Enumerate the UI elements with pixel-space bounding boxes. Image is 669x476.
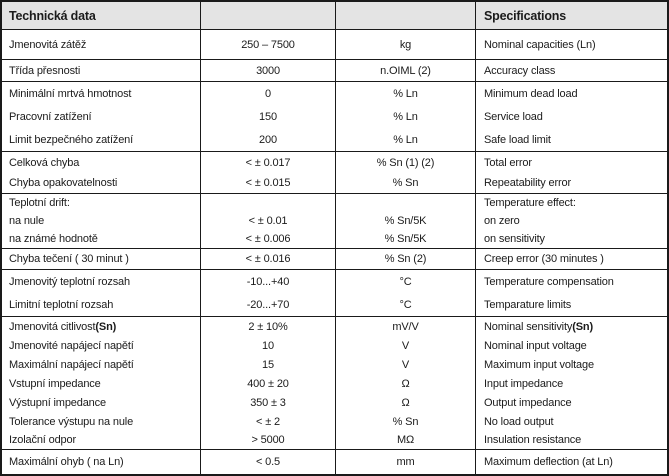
row-label-text: Maximální ohyb ( na Ln) xyxy=(9,456,124,468)
row-unit-text: mV/V xyxy=(392,320,419,333)
row-unit xyxy=(336,270,476,293)
row-spec-text: Output impedance xyxy=(484,396,572,409)
row-value-text: 350 ± 3 xyxy=(250,396,286,409)
row-value-text: 2 ± 10% xyxy=(248,320,288,333)
row-spec xyxy=(476,270,667,293)
row-spec-text: Insulation resistance xyxy=(484,434,582,446)
table-row xyxy=(2,60,667,82)
row-value xyxy=(201,105,336,129)
row-value-text: -20...+70 xyxy=(246,298,290,311)
row-spec-text: Temperature compensation xyxy=(484,275,614,288)
row-label-text: Minimální mrtvá hmotnost xyxy=(9,87,132,100)
row-unit-text: °C xyxy=(399,275,412,288)
row-label-text: Pracovní zatížení xyxy=(9,111,92,123)
row-spec xyxy=(476,317,667,336)
row-value-text: > 5000 xyxy=(251,434,285,446)
table-row xyxy=(2,270,667,293)
row-value xyxy=(201,431,336,449)
row-label xyxy=(2,412,201,431)
row-label xyxy=(2,173,201,193)
row-unit xyxy=(336,293,476,316)
row-label xyxy=(2,30,201,59)
row-spec xyxy=(476,249,667,269)
row-value xyxy=(201,355,336,374)
row-spec-text: on sensitivity xyxy=(484,233,545,245)
row-unit-text: % Sn/5K xyxy=(384,233,427,245)
row-spec xyxy=(476,336,667,355)
row-value xyxy=(201,336,336,355)
table-row xyxy=(2,105,667,129)
row-label-text: Jmenovité napájecí napětí xyxy=(9,339,134,352)
row-value-text: < ± 0.017 xyxy=(245,156,291,169)
row-spec xyxy=(476,152,667,173)
row-label-text: Celková chyba xyxy=(9,156,80,169)
row-value xyxy=(201,212,336,230)
row-unit xyxy=(336,230,476,248)
table-row xyxy=(2,450,667,474)
row-unit-text: % Sn xyxy=(392,415,419,428)
row-spec xyxy=(476,30,667,59)
row-label-text: Chyba tečení ( 30 minut ) xyxy=(9,253,129,265)
row-label xyxy=(2,152,201,173)
row-unit-text: V xyxy=(401,358,410,371)
row-value-text: 400 ± 20 xyxy=(247,377,289,390)
row-spec-text: Safe load limit xyxy=(484,134,551,146)
row-value xyxy=(201,270,336,293)
row-label-text: Třída přesnosti xyxy=(9,64,81,77)
row-unit-text: % Ln xyxy=(393,87,418,100)
row-spec-text: Nominal capacities (Ln) xyxy=(484,38,596,51)
table-row xyxy=(2,249,667,270)
row-label xyxy=(2,450,201,474)
table-row xyxy=(2,374,667,393)
row-label xyxy=(2,374,201,393)
row-value xyxy=(201,230,336,248)
row-unit xyxy=(336,30,476,59)
row-spec xyxy=(476,129,667,151)
row-label xyxy=(2,249,201,269)
row-spec xyxy=(476,105,667,129)
row-label-text: na nule xyxy=(9,215,45,227)
row-label-bold-text: (Sn) xyxy=(95,320,117,333)
table-row xyxy=(2,412,667,431)
header-specifications: Specifications xyxy=(484,8,566,23)
row-label xyxy=(2,431,201,449)
table-row xyxy=(2,431,667,450)
header-value-column xyxy=(201,2,336,29)
row-spec-text: Nominal sensitivity xyxy=(484,320,573,333)
row-spec-text: No load output xyxy=(484,415,554,428)
row-spec xyxy=(476,230,667,248)
row-label xyxy=(2,393,201,412)
table-row xyxy=(2,230,667,249)
row-spec xyxy=(476,355,667,374)
row-value-text: 200 xyxy=(259,134,277,146)
row-unit-text: MΩ xyxy=(396,434,415,446)
row-spec-text: Creep error (30 minutes ) xyxy=(484,253,604,265)
row-spec xyxy=(476,212,667,230)
row-unit-text: % Sn xyxy=(392,177,419,189)
row-unit xyxy=(336,450,476,474)
row-value-text: 250 – 7500 xyxy=(241,38,295,51)
row-label-text: Maximální napájecí napětí xyxy=(9,358,134,371)
row-unit-text: % Ln xyxy=(393,134,418,146)
row-unit xyxy=(336,129,476,151)
table-row xyxy=(2,336,667,355)
row-value xyxy=(201,450,336,474)
row-value-text: 150 xyxy=(259,111,277,123)
row-value-text: 3000 xyxy=(256,64,280,77)
row-unit xyxy=(336,393,476,412)
row-label-text: Vstupní impedance xyxy=(9,377,101,390)
row-label xyxy=(2,270,201,293)
row-label xyxy=(2,82,201,105)
row-label-text: Výstupní impedance xyxy=(9,396,106,409)
row-spec xyxy=(476,173,667,193)
table-row xyxy=(2,129,667,152)
row-label xyxy=(2,355,201,374)
row-label-text: Chyba opakovatelnosti xyxy=(9,177,118,189)
row-unit xyxy=(336,374,476,393)
row-spec xyxy=(476,374,667,393)
row-label xyxy=(2,230,201,248)
table-row xyxy=(2,317,667,336)
table-row xyxy=(2,152,667,173)
row-unit xyxy=(336,194,476,212)
row-unit-text: mm xyxy=(396,456,415,468)
row-spec-text: Service load xyxy=(484,111,543,123)
row-unit-text: n.OIML (2) xyxy=(380,64,431,77)
row-unit-text: V xyxy=(401,339,410,352)
row-unit-text: % Sn (1) (2) xyxy=(376,156,435,169)
row-unit xyxy=(336,105,476,129)
row-spec-text: Minimum dead load xyxy=(484,87,578,100)
table-row xyxy=(2,355,667,374)
header-unit-column xyxy=(336,2,476,29)
table-row xyxy=(2,393,667,412)
row-spec xyxy=(476,450,667,474)
row-label-text: Teplotní drift: xyxy=(9,197,70,209)
row-label-text: Limit bezpečného zatížení xyxy=(9,134,134,146)
row-value-text: < ± 2 xyxy=(256,415,280,428)
row-spec-text: Accuracy class xyxy=(484,64,556,77)
row-label-text: Tolerance výstupu na nule xyxy=(9,415,134,428)
row-label-text: Jmenovitá citlivost xyxy=(9,320,96,333)
row-value xyxy=(201,82,336,105)
row-spec xyxy=(476,431,667,449)
row-spec-text: Maximum input voltage xyxy=(484,358,594,371)
row-label xyxy=(2,194,201,212)
row-value xyxy=(201,60,336,81)
row-spec-text: Temperature effect: xyxy=(484,197,576,209)
row-value xyxy=(201,393,336,412)
row-unit xyxy=(336,173,476,193)
row-value-text: 15 xyxy=(262,358,274,371)
row-unit xyxy=(336,249,476,269)
row-spec-text: Total error xyxy=(484,156,532,169)
row-label-text: Jmenovitý teplotní rozsah xyxy=(9,275,130,288)
row-value xyxy=(201,129,336,151)
row-value-text: < ± 0.016 xyxy=(245,253,291,265)
row-unit xyxy=(336,355,476,374)
row-unit-text: °C xyxy=(399,298,412,311)
row-spec xyxy=(476,412,667,431)
table-row xyxy=(2,293,667,317)
row-value-text: 10 xyxy=(262,339,274,352)
row-value xyxy=(201,152,336,173)
table-row xyxy=(2,194,667,212)
row-unit xyxy=(336,60,476,81)
row-value-text: < ± 0.01 xyxy=(248,215,288,227)
table-row xyxy=(2,82,667,105)
row-unit-text: % Sn/5K xyxy=(384,215,427,227)
row-label-text: Jmenovitá zátěž xyxy=(9,38,87,51)
table-row xyxy=(2,173,667,194)
row-spec-text: Temparature limits xyxy=(484,298,572,311)
row-unit-text: Ω xyxy=(401,396,410,409)
row-spec-text: on zero xyxy=(484,215,520,227)
row-spec xyxy=(476,82,667,105)
row-value xyxy=(201,317,336,336)
row-spec xyxy=(476,393,667,412)
row-label xyxy=(2,336,201,355)
row-label xyxy=(2,212,201,230)
row-spec-text: Maximum deflection (at Ln) xyxy=(484,456,613,468)
header-technical-data: Technická data xyxy=(2,2,201,29)
row-unit-text: Ω xyxy=(401,377,410,390)
row-value xyxy=(201,173,336,193)
row-value xyxy=(201,30,336,59)
row-value-text: < 0.5 xyxy=(255,456,281,468)
row-value xyxy=(201,194,336,212)
row-unit-text: % Ln xyxy=(393,111,418,123)
row-label-text: na známé hodnotě xyxy=(9,233,98,245)
row-label xyxy=(2,60,201,81)
row-value-text: < ± 0.015 xyxy=(245,177,291,189)
row-spec-text: Nominal input voltage xyxy=(484,339,587,352)
row-spec xyxy=(476,293,667,316)
row-label xyxy=(2,317,201,336)
table-row xyxy=(2,212,667,230)
row-value xyxy=(201,249,336,269)
row-label xyxy=(2,129,201,151)
row-label-text: Limitní teplotní rozsah xyxy=(9,298,114,311)
row-value-text: 0 xyxy=(265,87,271,100)
row-spec xyxy=(476,60,667,81)
row-unit xyxy=(336,412,476,431)
row-unit xyxy=(336,82,476,105)
row-spec-bold-text: (Sn) xyxy=(572,320,594,333)
row-spec-text: Input impedance xyxy=(484,377,564,390)
row-spec-text: Repeatability error xyxy=(484,177,572,189)
row-unit-text: kg xyxy=(399,38,412,51)
row-label xyxy=(2,105,201,129)
table-header-row xyxy=(2,2,667,30)
row-label xyxy=(2,293,201,316)
row-unit-text: % Sn (2) xyxy=(384,253,427,265)
row-unit xyxy=(336,152,476,173)
row-unit xyxy=(336,212,476,230)
row-unit xyxy=(336,336,476,355)
table-row xyxy=(2,30,667,60)
row-value xyxy=(201,374,336,393)
row-value xyxy=(201,412,336,431)
row-value-text: < ± 0.006 xyxy=(245,233,291,245)
row-value-text: -10...+40 xyxy=(246,275,290,288)
row-label-text: Izolační odpor xyxy=(9,434,76,446)
row-spec xyxy=(476,194,667,212)
row-unit xyxy=(336,317,476,336)
row-value xyxy=(201,293,336,316)
row-unit xyxy=(336,431,476,449)
